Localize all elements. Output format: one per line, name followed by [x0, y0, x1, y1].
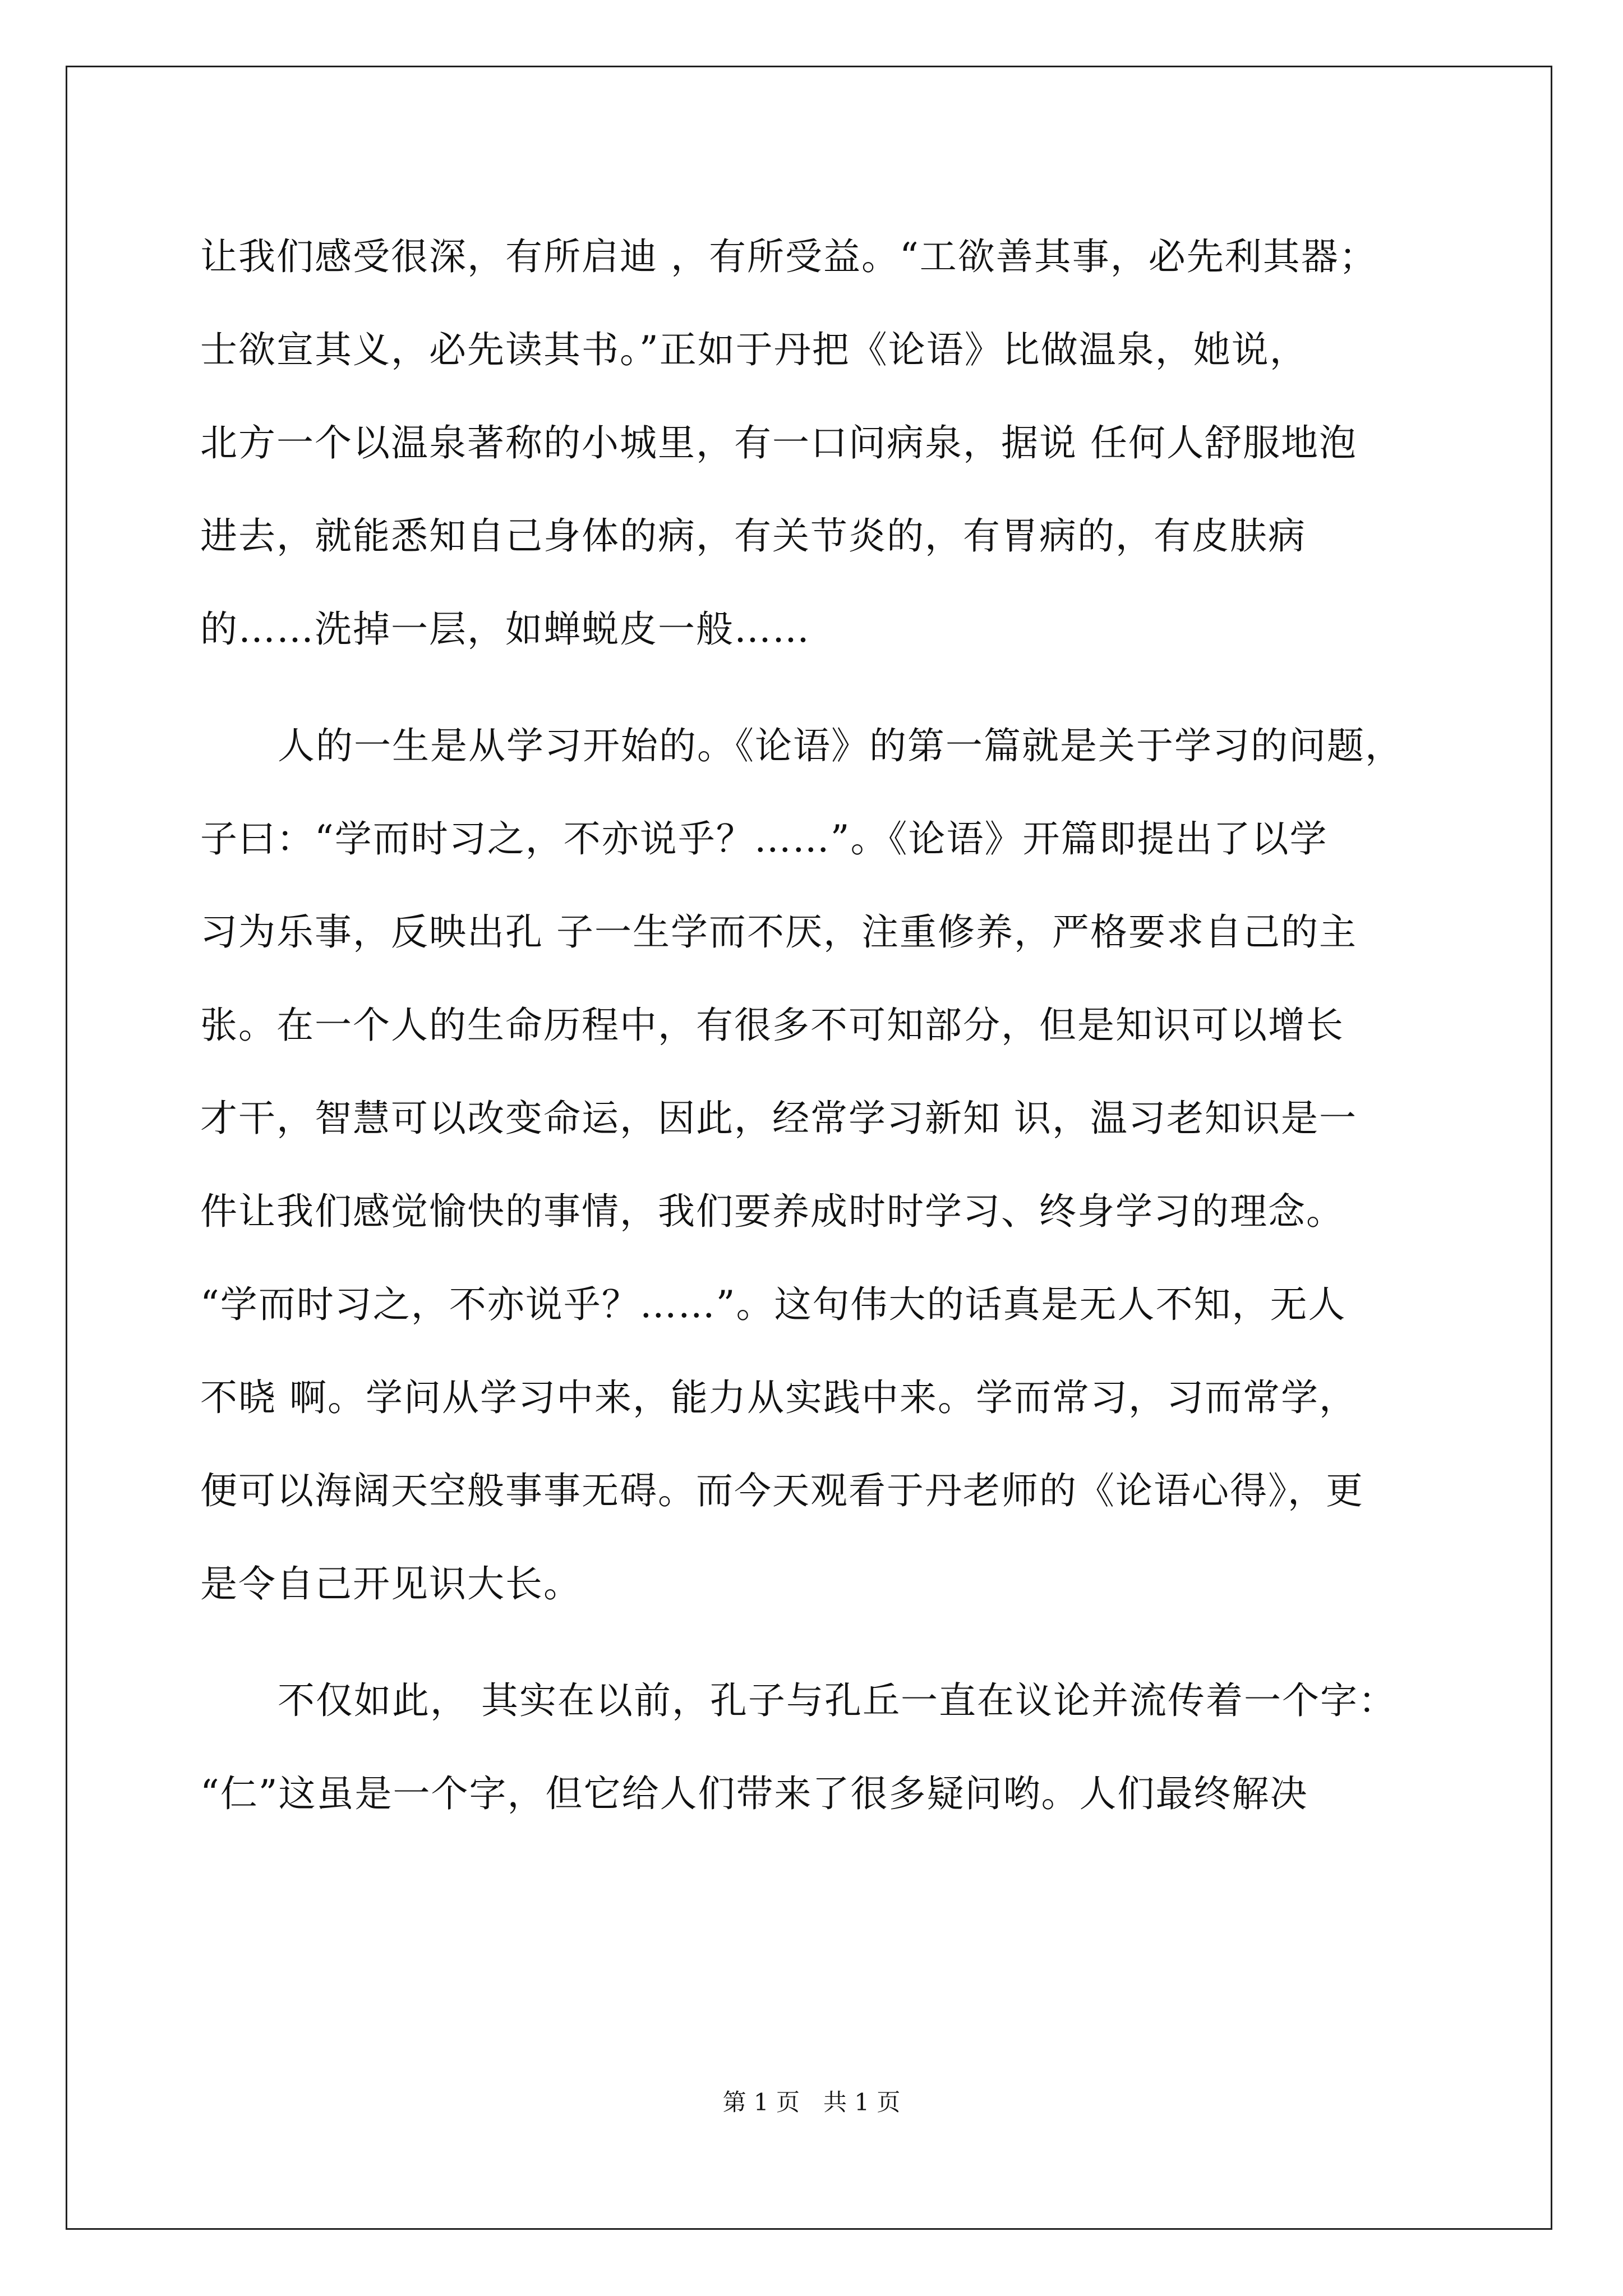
page-footer — [0, 2086, 1623, 2119]
paragraph-2 — [200, 700, 1428, 1631]
text-line: 是令自己开见识大长。 — [200, 1562, 582, 1605]
text-line: 才干，智慧可以改变命运，因此，经常学习新知 识，温习老知识是一 — [200, 1097, 1357, 1140]
text-line: 进去，就能悉知自己身体的病，有关节炎的，有胃病的，有皮肤病 — [200, 514, 1306, 558]
text-line: 子曰：“学而时习之，不亦说乎？……”。《论语》开篇即提出了以学 — [200, 817, 1328, 861]
paragraph-3 — [200, 1654, 1428, 1841]
text-line: 人的一生是从学习开始的。《论语》的第一篇就是关于学习的问题， — [278, 724, 1403, 767]
text-line: 不晓 啊。学问从学习中来，能力从实践中来。学而常习，习而常学， — [200, 1376, 1357, 1419]
text-line: 便可以海阔天空般事事无碍。而今天观看于丹老师的《论语心得》，更 — [200, 1469, 1364, 1512]
text-line: 的……洗掉一层，如蝉蜕皮一般…… — [200, 608, 810, 651]
page-number: 第 1 页 共 1 页 — [722, 2088, 901, 2116]
text-line: 习为乐事，反映出孔 子一生学而不厌，注重修养，严格要求自己的主 — [200, 910, 1357, 954]
text-line: 让我们感受很深，有所启迪 ，有所受益。“工欲善其事，必先利其器； — [200, 235, 1377, 278]
text-line: 不仅如此， 其实在以前，孔子与孔丘一直在议论并流传着一个字： — [278, 1679, 1396, 1722]
document-body — [200, 210, 1428, 1841]
text-line: “学而时习之，不亦说乎？……”。这句伟大的话真是无人不知，无人 — [200, 1283, 1347, 1326]
text-line: 张。在一个人的生命历程中，有很多不可知部分，但是知识可以增长 — [200, 1004, 1344, 1047]
text-line: 北方一个以温泉著称的小城里，有一口问病泉，据说 任何人舒服地泡 — [200, 421, 1357, 464]
text-line: 件让我们感觉愉快的事情，我们要养成时时学习、终身学习的理念。 — [200, 1190, 1344, 1233]
text-line: 士欲宣其义，必先读其书。”正如于丹把《论语》比做温泉，她说， — [200, 328, 1308, 371]
text-line: “仁”这虽是一个字，但它给人们带来了很多疑问哟。人们最终解决 — [200, 1772, 1308, 1815]
paragraph-1 — [200, 210, 1428, 676]
